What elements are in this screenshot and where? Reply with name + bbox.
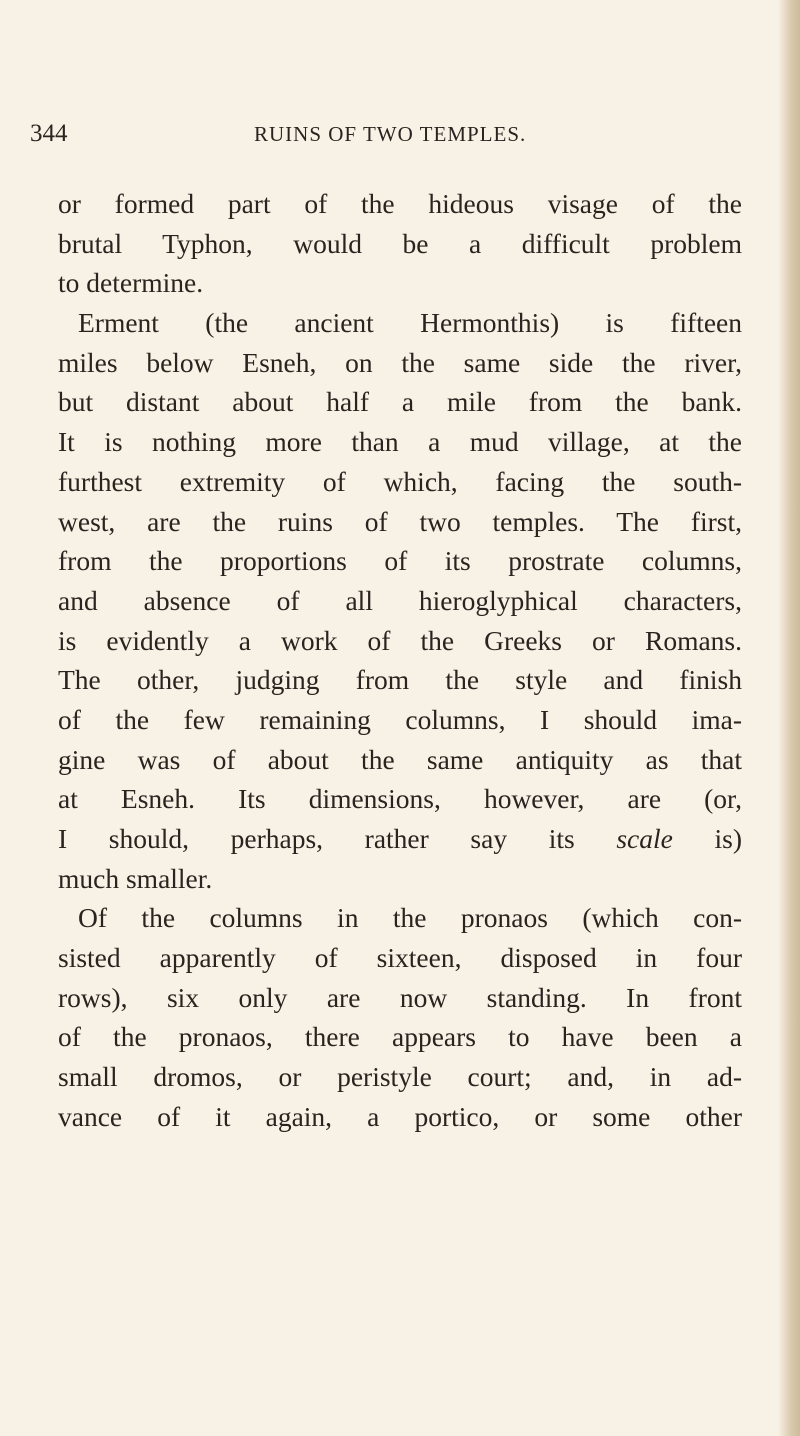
body-text: [58, 184, 742, 1137]
text-line: sisted apparently of sixteen, disposed in four: [58, 942, 742, 974]
text-line: of the few remaining columns, I should ima-: [58, 703, 742, 735]
text-line: is evidently a work of the Greeks or Romans.: [58, 624, 742, 656]
text-line: Of the columns in the pronaos (which con-: [78, 902, 742, 934]
text-line: It is nothing more than a mud village, at the: [58, 426, 742, 458]
page-number: 344: [30, 120, 68, 147]
text-line-part: I should, perhaps, rather say its: [58, 823, 575, 854]
text-line: but distant about half a mile from the bank.: [58, 386, 742, 418]
text-line-part: is): [714, 823, 743, 854]
text-line: brutal Typhon, would be a difficult problem: [58, 227, 742, 259]
text-line: or formed part of the hideous visage of the: [58, 188, 742, 219]
text-line: to determine.: [58, 267, 204, 299]
text-line: and absence of all hieroglyphical characters,: [58, 584, 742, 616]
text-line: from the proportions of its prostrate columns,: [58, 545, 742, 577]
text-line: much smaller.: [58, 862, 213, 894]
text-line: [58, 819, 742, 859]
page-edge-shadow: [778, 0, 800, 1436]
text-line: The other, judging from the style and finish: [58, 664, 742, 696]
text-line: rows), six only are now standing. In front: [58, 981, 742, 1013]
page-header: [30, 120, 730, 156]
text-line: of the pronaos, there appears to have been a: [58, 1021, 742, 1053]
text-line: miles below Esneh, on the same side the river,: [58, 346, 742, 378]
italic-word: scale: [616, 823, 673, 854]
running-title: RUINS OF TWO TEMPLES.: [254, 122, 527, 146]
text-line: gine was of about the same antiquity as that: [58, 743, 742, 775]
text-line: furthest extremity of which, facing the south-: [58, 465, 742, 497]
text-line: vance of it again, a portico, or some other: [58, 1100, 742, 1132]
text-line: small dromos, or peristyle court; and, in ad-: [58, 1061, 742, 1093]
text-line: Erment (the ancient Hermonthis) is fifteen: [78, 307, 742, 339]
text-line: at Esneh. Its dimensions, however, are (or,: [58, 783, 742, 815]
text-line: west, are the ruins of two temples. The first,: [58, 505, 742, 537]
